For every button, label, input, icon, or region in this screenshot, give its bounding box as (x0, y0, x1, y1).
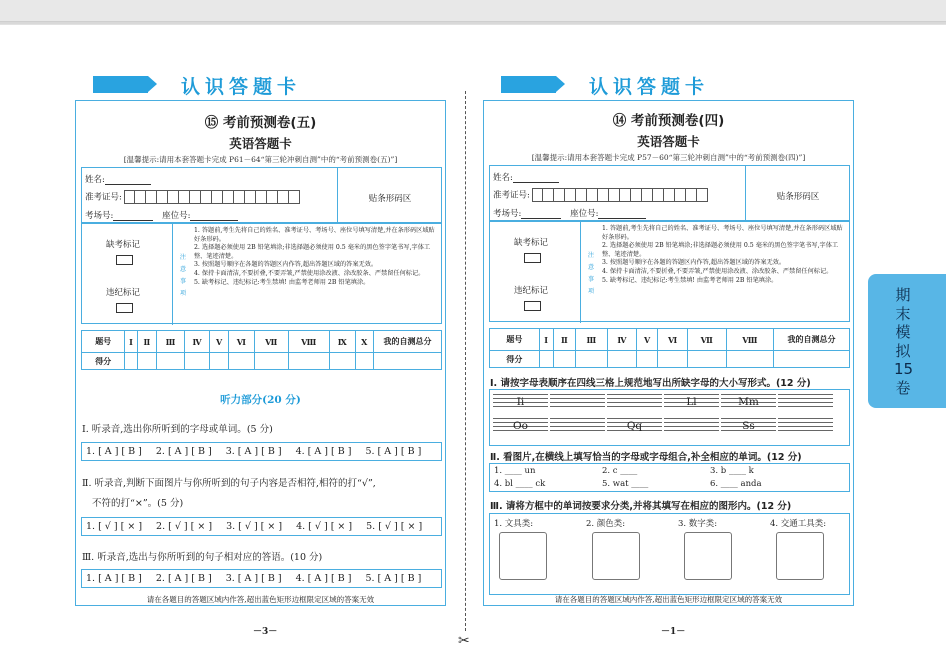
q3-option[interactable]: 4. [ A ] [ B ] (295, 573, 352, 584)
category-label: 1. 文具类: (494, 519, 534, 529)
word-blank[interactable]: 6. ____ anda (710, 479, 762, 489)
notice-item: 2. 选择题必须使用 2B 铅笔填涂;非选择题必须使用 0.5 毫米的黑色签字笔书写,字体工整、笔迹清楚。 (602, 242, 839, 258)
notice-box (81, 223, 442, 324)
letter-pair: Ll (686, 396, 697, 408)
word-blank[interactable]: 3. b ____ k (710, 466, 754, 476)
notice-item: 4. 保持卡面清洁,不要折叠,不要弄皱,严禁使用涂改液、涂改胶条、严禁留任何标记。 (194, 269, 425, 277)
section-header-text: 认识答题卡 (589, 76, 710, 98)
score-head-cell: Ⅶ (687, 329, 726, 351)
header-bar (501, 76, 556, 93)
absent-label: 缺考标记 (514, 238, 549, 248)
score-table (489, 328, 850, 368)
score-head-cell: Ⅱ (137, 331, 157, 353)
card-title: ⑮ 考前预测卷(五) (204, 115, 317, 131)
q3-option[interactable]: 5. [ A ] [ B ] (365, 573, 422, 584)
category-label: 2. 颜色类: (586, 519, 626, 529)
q3-options[interactable] (81, 569, 442, 588)
category-drop-box[interactable] (499, 532, 547, 580)
q3-option[interactable]: 2. [ A ] [ B ] (155, 573, 212, 584)
section-header-text: 认识答题卡 (181, 76, 302, 98)
absent-label: 缺考标记 (106, 240, 141, 250)
four-line-grid[interactable] (721, 394, 776, 408)
id-label: 准考证号: (85, 192, 122, 203)
id-grid[interactable] (124, 190, 300, 204)
four-line-grid[interactable] (493, 394, 548, 408)
card-subtitle: 英语答题卡 (229, 136, 292, 151)
viewer-toolbar (0, 0, 946, 22)
word-blank[interactable]: 1. ____ un (494, 466, 536, 476)
score-head-cell: Ⅴ (210, 331, 228, 353)
score-head-cell: 题号 (490, 329, 540, 351)
score-table (81, 330, 442, 370)
card-subtitle: 英语答题卡 (637, 134, 700, 149)
name-label: 姓名: (85, 175, 105, 185)
notice-item: 5. 缺考标记、违纪标记:考生禁填! 由监考老师用 2B 铅笔填涂。 (194, 278, 370, 286)
name-field[interactable] (105, 175, 151, 185)
absent-mark-box[interactable] (524, 253, 541, 263)
page-number: －1－ (661, 627, 686, 637)
notice-item: 4. 保持卡面清洁,不要折叠,不要弄皱,严禁使用涂改液、涂改胶条、严禁留任何标记。 (602, 267, 833, 275)
letter-pair: Ii (516, 396, 525, 408)
card-footer: 请在各题目的答题区域内作答,超出蓝色矩形边框限定区域的答案无效 (146, 595, 375, 604)
notice-item: 5. 缺考标记、违纪标记:考生禁填! 由监考老师用 2B 铅笔填涂。 (602, 276, 778, 284)
notice-list (194, 227, 438, 287)
score-head-cell: 题号 (82, 331, 125, 353)
four-line-grid[interactable] (550, 394, 605, 408)
question-2b: 不符的打“×”。(5 分) (92, 498, 184, 509)
notice-list (602, 225, 846, 285)
page-number: －3－ (253, 627, 278, 637)
violate-mark-box[interactable] (524, 301, 541, 311)
score-head-cell: Ⅳ (184, 331, 210, 353)
listening-heading: 听力部分(20 分) (220, 394, 301, 406)
notice-item: 3. 按照题号顺序在各题的答题区内作答,超出答题区域的答案无效。 (602, 259, 786, 267)
score-row-label: 得分 (490, 351, 540, 368)
score-head-cell: Ⅷ (726, 329, 773, 351)
room-field[interactable] (113, 211, 153, 221)
q3-option[interactable]: 1. [ A ] [ B ] (86, 573, 142, 584)
score-row-label: 得分 (82, 353, 125, 370)
header-bar (93, 76, 148, 93)
q3-option[interactable]: 3. [ A ] [ B ] (225, 573, 282, 584)
category-label: 3. 数字类: (678, 519, 718, 529)
word-blank[interactable]: 5. wat ____ (602, 479, 649, 489)
info-box (81, 167, 442, 223)
notice-head: 注意事项 (587, 252, 595, 295)
side-tab-label: 期末模拟15卷 (894, 286, 914, 397)
score-head-cell: Ⅶ (254, 331, 288, 353)
violate-label: 违纪标记 (106, 288, 141, 298)
name-field[interactable] (513, 173, 559, 183)
room-label: 考场号: (85, 211, 114, 221)
four-line-grid[interactable] (778, 418, 833, 432)
question-1: Ⅰ. 请按字母表顺序在四线三格上规范地写出所缺字母的大小写形式。(12 分) (490, 378, 811, 389)
scissors-icon: ✂ (458, 633, 470, 649)
seat-label: 座位号: (570, 209, 599, 219)
cut-line (465, 91, 466, 631)
answer-card (75, 100, 446, 606)
q1-option[interactable]: 3. [ A ] [ B ] (225, 446, 282, 457)
q1-option[interactable]: 5. [ A ] [ B ] (365, 446, 422, 457)
notice-item: 1. 答题前,考生先将自己的姓名、准考证号、考场号、座位号填写清楚,并在条形码区域贴好条形码。 (194, 227, 435, 243)
barcode-area: 贴条形码区 (368, 194, 412, 204)
card-tip: [温馨提示:请用本套答题卡完成 P57－60“第三轮冲刺自测”中的“考前预测卷(四)”] (531, 153, 806, 162)
score-head-cell: Ⅵ (228, 331, 254, 353)
word-blank[interactable]: 2. c ____ (602, 466, 638, 476)
score-head-cell: Ⅲ (157, 331, 184, 353)
letter-pair: Oo (513, 420, 528, 432)
header-arrow-icon (148, 76, 157, 92)
four-line-grid[interactable] (778, 394, 833, 408)
violate-label: 违纪标记 (514, 286, 549, 296)
q1-option[interactable]: 2. [ A ] [ B ] (155, 446, 212, 457)
card-title: ⑭ 考前预测卷(四) (612, 113, 725, 129)
q2-fill-box[interactable] (489, 463, 850, 492)
side-tab[interactable] (868, 274, 946, 408)
q2-options[interactable] (81, 517, 442, 536)
four-line-grid[interactable] (664, 394, 719, 408)
barcode-area: 贴条形码区 (776, 192, 820, 202)
four-line-grid[interactable] (550, 418, 605, 432)
score-head-cell: Ⅲ (576, 329, 607, 351)
category-drop-box[interactable] (684, 532, 732, 580)
four-line-grid[interactable] (664, 418, 719, 432)
letter-pair: Mm (738, 396, 759, 408)
q2-option[interactable]: 4. [ √ ] [ × ] (296, 521, 353, 532)
question-3: Ⅲ. 听录音,选出与你所听到的句子相对应的答语。(10 分) (82, 552, 323, 563)
document-page (0, 24, 946, 654)
score-head-cell: Ⅹ (355, 331, 373, 353)
question-2: Ⅱ. 看图片,在横线上填写恰当的字母或字母组合,补全相应的单词。(12 分) (490, 452, 802, 463)
category-drop-box[interactable] (776, 532, 824, 580)
notice-item: 2. 选择题必须使用 2B 铅笔填涂;非选择题必须使用 0.5 毫米的黑色签字笔书写,字体工整、笔迹清楚。 (194, 244, 431, 260)
notice-item: 3. 按照题号顺序在各题的答题区内作答,超出答题区域的答案无效。 (194, 261, 378, 269)
q1-option[interactable]: 4. [ A ] [ B ] (295, 446, 352, 457)
score-head-cell: 我的自测总分 (374, 331, 442, 353)
section-header (93, 72, 343, 100)
q2-option[interactable]: 3. [ √ ] [ × ] (226, 521, 283, 532)
id-grid[interactable] (532, 188, 708, 202)
header-arrow-icon (556, 76, 565, 92)
q1-options[interactable] (81, 442, 442, 461)
score-head-cell: Ⅳ (607, 329, 636, 351)
room-label: 考场号: (493, 209, 522, 219)
name-label: 姓名: (493, 173, 513, 183)
card-tip: [温馨提示:请用本套答题卡完成 P61－64“第三轮冲刺自测”中的“考前预测卷(五)”] (123, 155, 398, 164)
q2-option[interactable]: 2. [ √ ] [ × ] (156, 521, 213, 532)
notice-head: 注意事项 (179, 254, 187, 297)
letter-pair: Ss (742, 420, 755, 432)
q1-option[interactable]: 1. [ A ] [ B ] (86, 446, 142, 457)
info-box (489, 165, 850, 221)
seat-field[interactable] (190, 211, 238, 221)
seat-field[interactable] (598, 209, 646, 219)
room-field[interactable] (521, 209, 561, 219)
category-label: 4. 交通工具类: (770, 519, 827, 529)
card-footer: 请在各题目的答题区域内作答,超出蓝色矩形边框限定区域的答案无效 (554, 595, 783, 604)
q1-writing-box[interactable] (489, 389, 850, 446)
absent-mark-box[interactable] (116, 255, 133, 265)
score-head-cell: Ⅸ (329, 331, 355, 353)
section-header (501, 72, 751, 100)
four-line-grid[interactable] (721, 418, 776, 432)
four-line-grid[interactable] (493, 418, 548, 432)
question-3: Ⅲ. 请将方框中的单词按要求分类,并将其填写在相应的图形内。(12 分) (490, 501, 792, 512)
question-2a: Ⅱ. 听录音,判断下面图片与你所听到的句子内容是否相符,相符的打“√”, (82, 478, 376, 489)
score-head-cell: 我的自测总分 (774, 329, 850, 351)
score-head-cell: Ⅰ (539, 329, 553, 351)
letter-pair: Qq (626, 420, 643, 432)
q2-option[interactable]: 5. [ √ ] [ × ] (366, 521, 423, 532)
four-line-grid[interactable] (607, 418, 662, 432)
score-head-cell: Ⅱ (553, 329, 576, 351)
violate-mark-box[interactable] (116, 303, 133, 313)
score-head-cell: Ⅵ (658, 329, 688, 351)
answer-card (483, 100, 854, 606)
notice-item: 1. 答题前,考生先将自己的姓名、准考证号、考场号、座位号填写清楚,并在条形码区域贴好条形码。 (602, 225, 843, 241)
seat-label: 座位号: (162, 211, 191, 221)
word-blank[interactable]: 4. bl ____ ck (494, 479, 546, 489)
score-head-cell: Ⅷ (288, 331, 329, 353)
category-drop-box[interactable] (592, 532, 640, 580)
q2-option[interactable]: 1. [ √ ] [ × ] (86, 521, 143, 532)
score-head-cell: Ⅴ (637, 329, 658, 351)
score-head-cell: Ⅰ (125, 331, 137, 353)
notice-box (489, 221, 850, 322)
question-1: Ⅰ. 听录音,选出你所听到的字母或单词。(5 分) (82, 424, 273, 435)
four-line-grid[interactable] (607, 394, 662, 408)
id-label: 准考证号: (493, 190, 530, 201)
